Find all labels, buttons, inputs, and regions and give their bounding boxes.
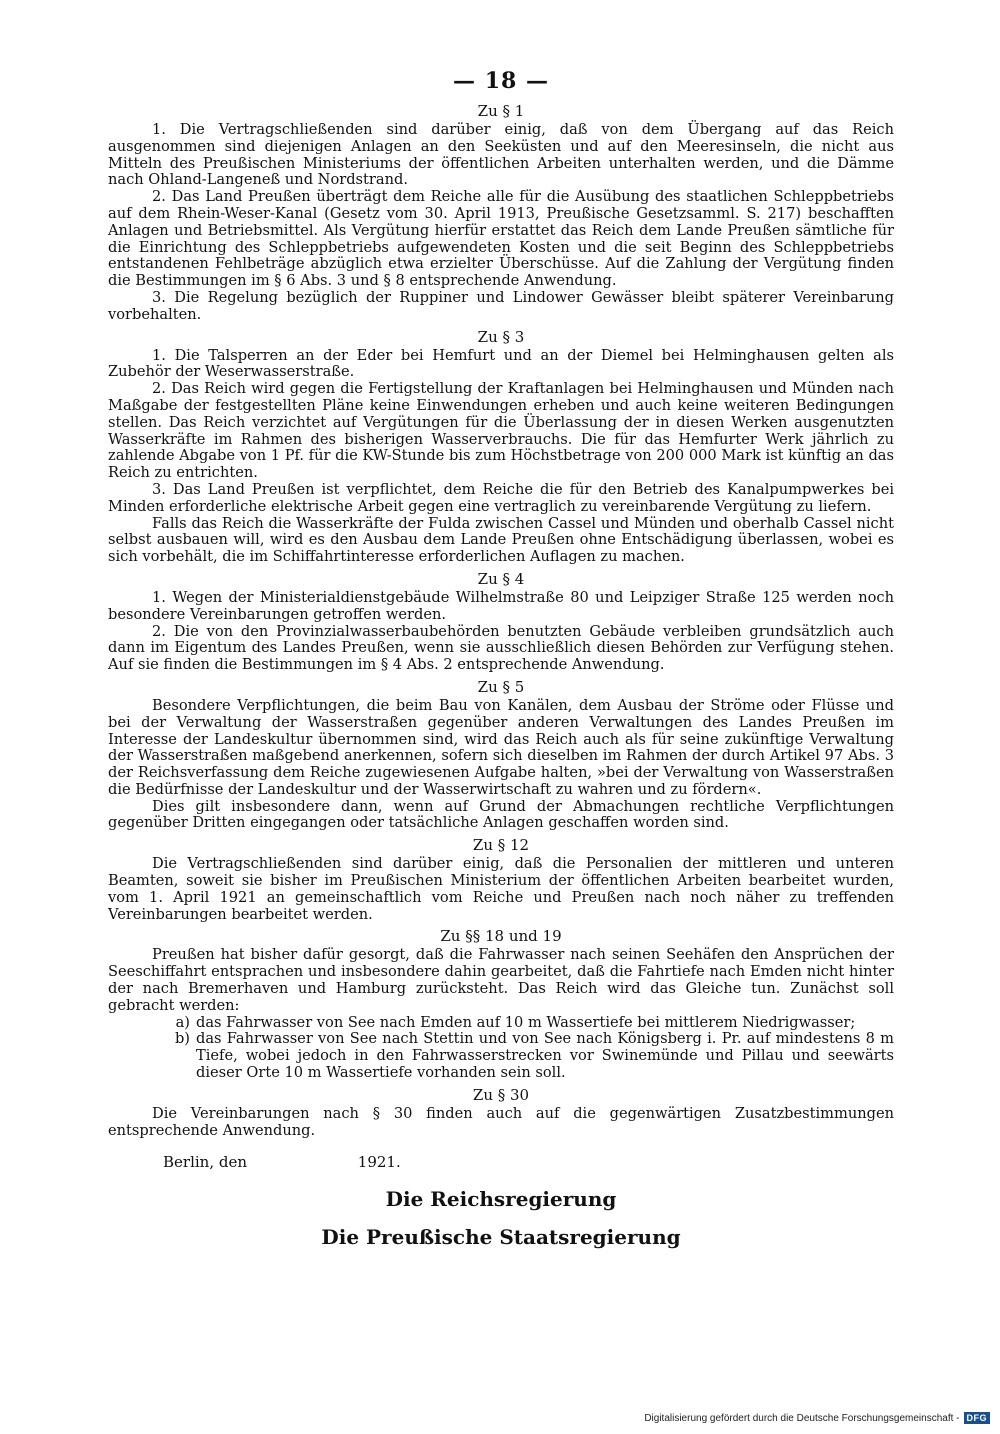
- list-item: [108, 1031, 894, 1081]
- paragraph: 3. Das Land Preußen ist verpflichtet, dem Reiche die für den Betrieb des Kanalpumpwerkes bei Minden erforderliche elektrische Arbeit gegen eine vertraglich zu vereinbarende Vergütung zu liefern.: [108, 480, 894, 515]
- paragraph: 1. Die Talsperren an der Eder bei Hemfurt und an der Diemel bei Helminghausen gelten als Zubehör der Weserwasserstraße.: [108, 346, 894, 381]
- document-page: [108, 68, 894, 1249]
- section-heading: Zu § 1: [477, 102, 525, 120]
- paragraph: 2. Das Reich wird gegen die Fertigstellung der Kraftanlagen bei Helminghausen und Münden nach Maßgabe der festgestellten Pläne keine Einwendungen erheben und auch keine weiteren Bedingungen stellen. Das Reich verzichtet auf Vergütungen für die Überlassung der in diesen Werken ausgenutzten Wasserkräfte im Rahmen des bisherigen Wasserverbrauchs. Die für das Hemfurter Werk jährlich zu zahlende Abgabe von 1 Pf. für die KW-Stunde bis zum Höchstbetrage von 200 000 Mark ist künftig an das Reich zu entrichten.: [108, 380, 894, 482]
- digitization-footer: [644, 1412, 990, 1424]
- section-heading: Zu § 30: [472, 1085, 530, 1104]
- list-item-label: b): [174, 1030, 190, 1048]
- paragraph: Falls das Reich die Wasserkräfte der Fulda zwischen Cassel und Münden und oberhalb Cassel nicht selbst ausbauen will, wird es den Ausbau dem Lande Preußen ohne Entschädigung überlassen, wobei es sich vorbehält, die im Schiffahrtinteresse erforderlichen Auflagen zu machen.: [108, 514, 894, 566]
- closing-place: Berlin, den: [163, 1153, 248, 1172]
- paragraph: 3. Die Regelung bezüglich der Ruppiner und Lindower Gewässer bleibt späterer Vereinbarung vorbehalten.: [108, 288, 894, 323]
- paragraph: Preußen hat bisher dafür gesorgt, daß die Fahrwasser nach seinen Seehäfen den Ansprüchen der Seeschiffahrt entsprachen und insbesondere dahin gearbeitet, daß die Fahrtiefe nach Emden nicht hinter der nach Bremerhaven und Hamburg zurücksteht. Das Reich wird das Gleiche tun. Zunächst soll gebracht werden:: [108, 946, 894, 1014]
- signatory-prussia: Die Preußische Staatsregierung: [321, 1225, 681, 1250]
- list-item-label: a): [175, 1013, 190, 1031]
- signatory-reich: Die Reichsregierung: [385, 1187, 617, 1212]
- section-heading: Zu § 5: [477, 677, 525, 696]
- list-item-text: das Fahrwasser von See nach Stettin und von See nach Königsberg i. Pr. auf mindestens 8 m Tiefe, wobei jedoch in den Fahrwasserstrecken vor Swinemünde und Pillau und seewärts dieser Orte 10 m Wassertiefe vorhanden sein soll.: [196, 1030, 894, 1082]
- section-heading: Zu §§ 18 und 19: [440, 927, 562, 946]
- page-number: — 18 —: [453, 68, 549, 94]
- footer-text: Digitalisierung gefördert durch die Deutsche Forschungsgemeinschaft -: [644, 1412, 960, 1424]
- closing-line: [108, 1153, 894, 1171]
- list-item: [108, 1015, 894, 1032]
- paragraph: Die Vereinbarungen nach § 30 finden auch auf die gegenwärtigen Zusatzbestimmungen entsprechende Anwendung.: [108, 1104, 894, 1139]
- section-heading: Zu § 3: [477, 327, 525, 346]
- list-item-text: das Fahrwasser von See nach Emden auf 10 m Wassertiefe bei mittlerem Niedrigwasser;: [196, 1013, 856, 1031]
- section-heading: Zu § 4: [477, 569, 525, 588]
- paragraph: 2. Die von den Provinzialwasserbaubehörden benutzten Gebäude verbleiben grundsätzlich auch dann im Eigentum des Landes Preußen, wenn sie ausschließlich diesen Behörden zur Verfügung stehen. Auf sie finden die Bestimmungen im § 4 Abs. 2 entsprechende Anwendung.: [108, 622, 894, 674]
- paragraph: Besondere Verpflichtungen, die beim Bau von Kanälen, dem Ausbau der Ströme oder Flüsse und bei der Verwaltung der Wasserstraßen gegenüber anderen Verwaltungen des Landes Preußen im Interesse der Landeskultur übernommen sind, wird das Reich auch als für seine zukünftige Verwaltung der Wasserstraßen maßgebend anerkennen, sofern sich dieselben im Rahmen der durch Artikel 97 Abs. 3 der Reichsverfassung dem Reiche zugewiesenen Aufgabe halten, »bei der Verwaltung von Wasserstraßen die Bedürfnisse der Landeskultur und der Wasserwirtschaft zu wahren und zu fördern«.: [108, 696, 894, 798]
- closing-year: 1921.: [357, 1153, 401, 1172]
- paragraph: 1. Wegen der Ministerialdienstgebäude Wilhelmstraße 80 und Leipziger Straße 125 werden noch besondere Vereinbarungen getroffen werden.: [108, 588, 894, 623]
- enumerated-list: [108, 1015, 894, 1082]
- section-heading: Zu § 12: [472, 836, 530, 855]
- paragraph: Die Vertragschließenden sind darüber einig, daß die Personalien der mittleren und unteren Beamten, soweit sie bisher im Preußischen Ministerium der öffentlichen Arbeiten bearbeitet wurden, vom 1. April 1921 an gemeinschaftlich vom Reiche und Preußen nach noch näher zu treffenden Vereinbarungen bearbeitet werden.: [108, 855, 894, 923]
- paragraph: 1. Die Vertragschließenden sind darüber einig, daß von dem Übergang auf das Reich ausgenommen sind diejenigen Anlagen an den Seeküsten und auf den Meeresinseln, die nicht aus Mitteln des Preußischen Ministeriums der öffentlichen Arbeiten unterhalten werden, und die Dämme nach Ohland-Langeneß und Nordstrand.: [108, 121, 894, 189]
- paragraph: 2. Das Land Preußen überträgt dem Reiche alle für die Ausübung des staatlichen Schleppbetriebs auf dem Rhein-Weser-Kanal (Gesetz vom 30. April 1913, Preußische Gesetzsamml. S. 217) beschafften Anlagen und Betriebsmittel. Als Vergütung hierfür erstattet das Reich dem Lande Preußen sämtliche für die Einrichtung des Schleppbetriebs aufgewendeten Kosten und die seit Beginn des Schleppbetriebs entstandenen Fehlbeträge abzüglich etwa erzielter Überschüsse. Auf die Zahlung der Vergütung finden die Bestimmungen im § 6 Abs. 3 und § 8 entsprechende Anwendung.: [108, 188, 894, 290]
- paragraph: Dies gilt insbesondere dann, wenn auf Grund der Abmachungen rechtliche Verpflichtungen gegenüber Dritten eingegangen oder tatsächliche Anlagen geschaffen worden sind.: [108, 797, 894, 832]
- dfg-logo-icon: DFG: [964, 1412, 991, 1424]
